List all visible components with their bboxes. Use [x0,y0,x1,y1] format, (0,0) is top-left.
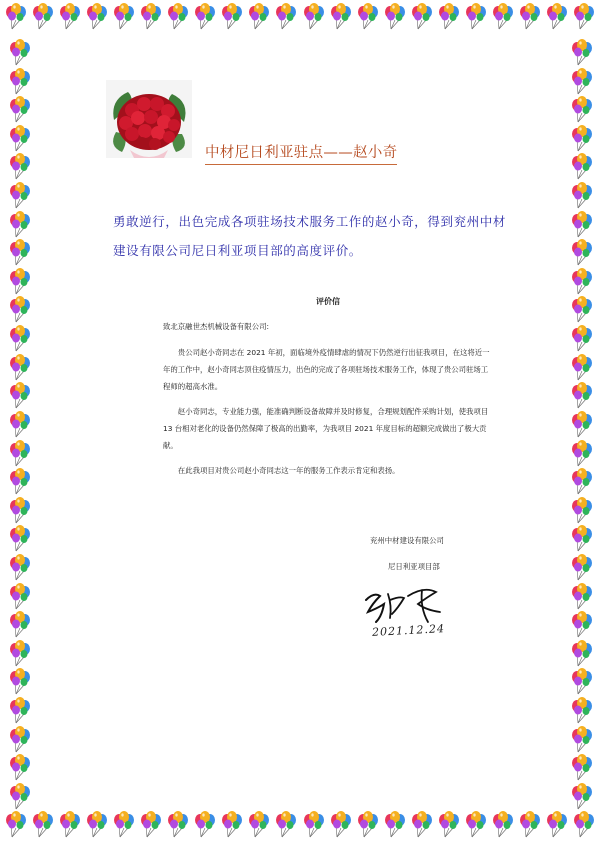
balloon-icon [166,2,190,30]
balloon-icon [112,2,136,30]
balloon-icon [383,810,407,838]
balloon-icon [410,2,434,30]
balloon-icon [8,667,32,695]
balloon-icon [31,2,55,30]
balloon-icon [85,2,109,30]
balloon-icon [518,810,542,838]
headline [205,141,397,162]
handwritten-date: 2021.12.24 [371,622,446,639]
balloon-icon [8,524,32,552]
balloon-icon [570,210,594,238]
letter-recipient: 致北京融世杰机械设备有限公司: [163,322,269,331]
balloon-icon [570,152,594,180]
balloon-icon [220,810,244,838]
balloon-icon [193,810,217,838]
balloon-icon [570,753,594,781]
balloon-icon [139,2,163,30]
letter-paragraph: 在此我项目对贵公司赵小奇同志这一年的服务工作表示肯定和表扬。 [177,466,400,475]
balloon-icon [570,467,594,495]
balloon-icon [8,67,32,95]
balloon-icon [8,410,32,438]
balloon-icon [85,810,109,838]
balloon-icon [8,753,32,781]
balloon-icon [8,467,32,495]
balloon-icon [8,381,32,409]
balloon-icon [570,610,594,638]
balloon-icon [329,810,353,838]
balloon-icon [570,553,594,581]
balloon-icon [139,810,163,838]
balloon-icon [570,381,594,409]
balloon-icon [545,2,569,30]
balloon-icon [8,38,32,66]
balloon-icon [8,152,32,180]
balloon-icon [8,553,32,581]
balloon-icon [570,667,594,695]
balloon-icon [8,267,32,295]
balloon-icon [8,353,32,381]
balloon-icon [570,782,594,810]
balloon-icon [8,696,32,724]
balloon-icon [356,810,380,838]
balloon-icon [31,810,55,838]
balloon-border-right [566,38,598,810]
balloon-icon [8,95,32,123]
signing-department: 尼日利亚项目部 [388,562,440,571]
balloon-icon [570,582,594,610]
balloon-icon [8,725,32,753]
balloon-icon [8,295,32,323]
balloon-icon [356,2,380,30]
balloon-icon [572,810,596,838]
balloon-icon [491,810,515,838]
balloon-icon [302,2,326,30]
balloon-icon [570,496,594,524]
letter-paragraph: 赵小奇同志，专业能力强，能准确判断设备故障并及时修复，合理规划配件采购计划，使我项目 13 台相对老化的设备仍然保障了极高的出勤率，为我项目 2021 年度目标的超额完成做出了极大贡献。 [163,407,489,450]
balloon-icon [570,67,594,95]
balloon-icon [383,2,407,30]
balloon-icon [58,810,82,838]
balloon-border-top [4,2,596,36]
balloon-border-bottom [4,810,596,844]
balloon-border-left [4,38,36,810]
balloon-icon [572,2,596,30]
balloon-icon [8,210,32,238]
balloon-icon [247,2,271,30]
balloon-icon [570,524,594,552]
balloon-icon [570,725,594,753]
balloon-icon [570,124,594,152]
balloon-icon [570,267,594,295]
balloon-icon [4,2,28,30]
balloon-icon [274,810,298,838]
headline-text: 中材尼日利亚驻点——赵小奇 [205,145,398,161]
balloon-icon [570,295,594,323]
balloon-icon [220,2,244,30]
balloon-icon [570,95,594,123]
balloon-icon [58,2,82,30]
balloon-icon [8,610,32,638]
headline-underline [205,164,397,165]
handwritten-signature [352,582,452,626]
balloon-icon [464,2,488,30]
balloon-icon [329,2,353,30]
balloon-icon [570,38,594,66]
balloon-icon [8,181,32,209]
balloon-icon [570,639,594,667]
balloon-icon [302,810,326,838]
balloon-icon [518,2,542,30]
balloon-icon [274,2,298,30]
balloon-icon [247,810,271,838]
balloon-icon [410,810,434,838]
balloon-icon [8,439,32,467]
balloon-icon [8,124,32,152]
balloon-icon [166,810,190,838]
balloon-icon [8,582,32,610]
balloon-icon [570,324,594,352]
balloon-icon [570,238,594,266]
balloon-icon [4,810,28,838]
letter-paragraph: 贵公司赵小奇同志在 2021 年初，面临境外疫情肆虐的情况下仍然逆行出征我项目，在这将近一年的工作中，赵小奇同志顶住疫情压力，出色的完成了各项驻场技术服务工作，体现了贵公司驻场工程师的超高水准。 [163,348,490,391]
rose-bouquet-icon [106,80,192,158]
balloon-icon [570,696,594,724]
intro-paragraph: 勇敢逆行，出色完成各项驻场技术服务工作的赵小奇，得到兖州中材建设有限公司尼日利亚项目部的高度评价。 [113,214,507,258]
balloon-icon [8,238,32,266]
balloon-icon [491,2,515,30]
balloon-icon [570,353,594,381]
balloon-icon [437,810,461,838]
balloon-icon [570,410,594,438]
balloon-icon [8,496,32,524]
signing-company: 兖州中材建设有限公司 [370,536,444,545]
evaluation-letter [163,296,493,487]
letter-title: 评价信 [316,297,340,306]
balloon-icon [8,782,32,810]
balloon-icon [193,2,217,30]
balloon-icon [437,2,461,30]
balloon-icon [464,810,488,838]
balloon-icon [112,810,136,838]
balloon-icon [8,324,32,352]
balloon-icon [570,439,594,467]
balloon-icon [570,181,594,209]
balloon-icon [8,639,32,667]
balloon-icon [545,810,569,838]
